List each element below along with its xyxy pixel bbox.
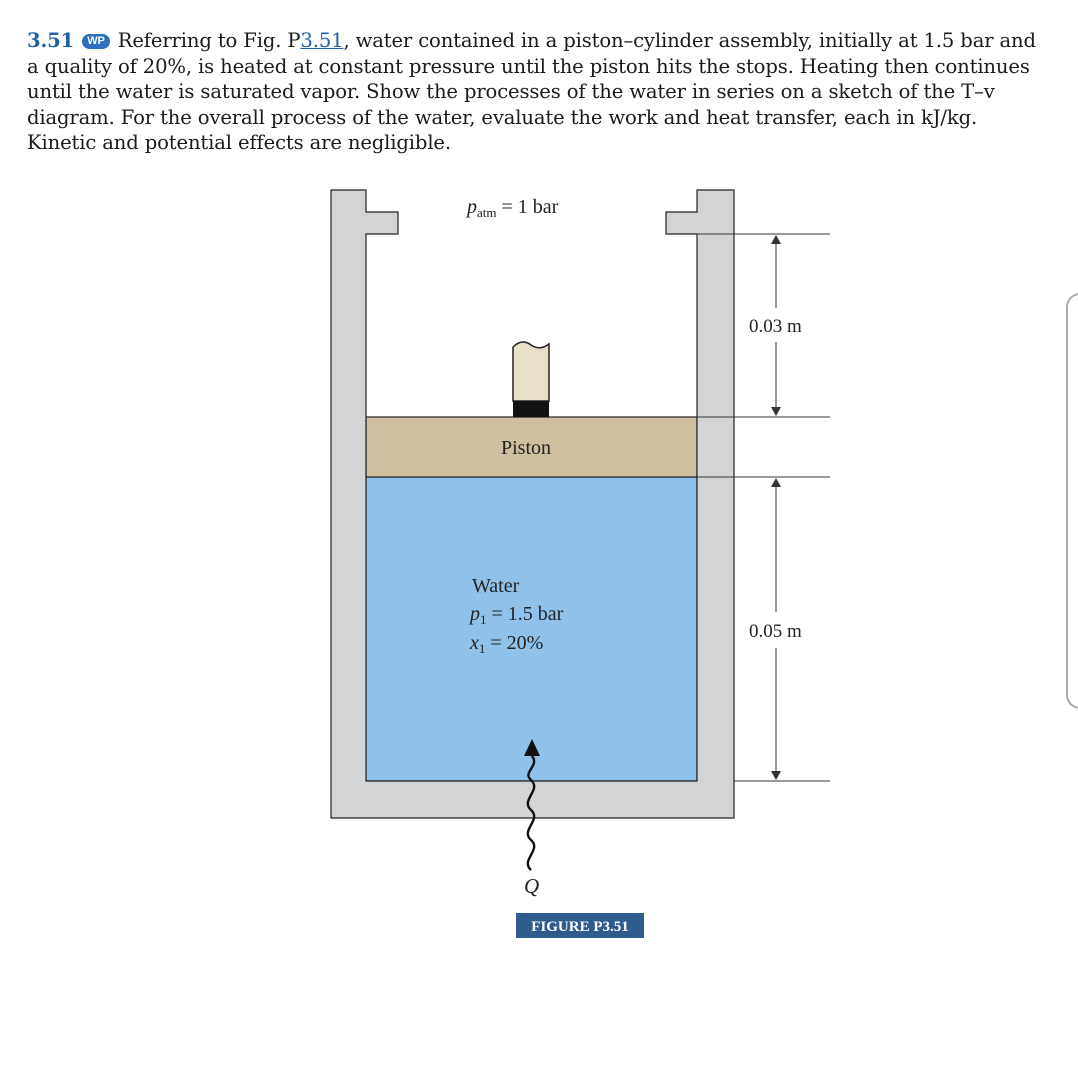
p1-label: $p_1 = 1.5$ bar — [470, 603, 564, 627]
dim-upper-label: 0.03 m — [749, 316, 802, 337]
water-region — [366, 477, 697, 781]
figure-link[interactable]: 3.51 — [300, 29, 344, 52]
problem-text-intro: Referring to Fig. P — [117, 29, 301, 52]
side-panel-handle[interactable] — [1066, 293, 1078, 709]
piston-label: Piston — [501, 437, 552, 459]
problem-number: 3.51 — [27, 29, 75, 52]
x1-label: $x_1 = 20\%$ — [470, 632, 544, 656]
water-label: Water — [472, 575, 520, 597]
dim-lower-label: 0.05 m — [749, 621, 802, 642]
patm-label: $p_{atm} = 1$ bar — [467, 196, 559, 220]
wp-badge[interactable]: WP — [82, 34, 109, 49]
piston-rod — [513, 342, 549, 417]
problem-text-body: , water contained in a piston–cylinder assembly, initially at 1.5 bar and a quality of 20%, is heated at constant pressure until the piston hits the stops. Heating then continues until the water is saturated vapor. Show the processes of the water in series on a sketch of the T–v diagram. For the overall process of the water, evaluate the work and heat transfer, each in kJ/kg. Kinetic and potential effects are negligible. — [27, 29, 1036, 154]
heat-label: Q — [524, 874, 540, 898]
figure-caption: FIGURE P3.51 — [531, 919, 629, 935]
